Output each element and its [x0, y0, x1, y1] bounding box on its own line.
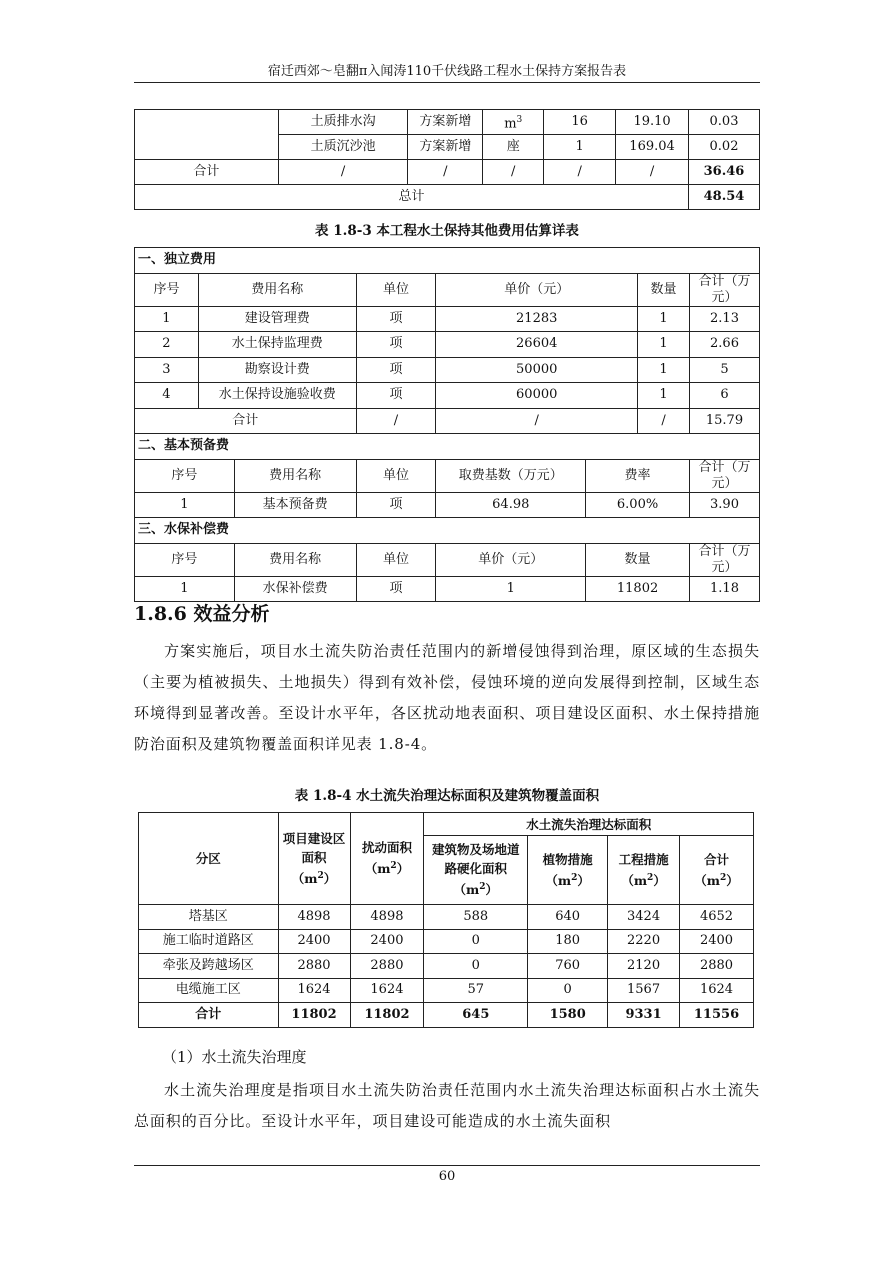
item-qty: 1	[544, 135, 616, 160]
item-type: 方案新增	[408, 135, 483, 160]
slash-cell: /	[616, 160, 689, 185]
col-header: 单位	[356, 543, 436, 576]
footer-rule	[134, 1165, 760, 1166]
grand-total-value: 48.54	[689, 185, 760, 210]
cell: 2880	[350, 954, 424, 979]
cell: 11556	[680, 1003, 754, 1028]
other-costs-table	[134, 247, 760, 602]
header-rule	[134, 82, 760, 83]
col-header: 数量	[638, 273, 690, 306]
cell: 26604	[436, 332, 638, 358]
cell: 1	[135, 492, 235, 518]
area-table	[138, 812, 754, 1028]
cell: 2.13	[689, 306, 759, 332]
cell: 1.18	[689, 576, 759, 602]
col-header: 合计（万元）	[689, 459, 759, 492]
cell: 1	[135, 576, 235, 602]
cell: 180	[528, 929, 608, 954]
col-header: 合计（万元）	[689, 273, 759, 306]
cell: 2.66	[689, 332, 759, 358]
cell: 9331	[608, 1003, 680, 1028]
cell: 水土保持设施验收费	[198, 383, 356, 409]
table-row	[135, 110, 760, 135]
cell: 1	[638, 383, 690, 409]
cell: 项	[356, 306, 436, 332]
item-total: 0.02	[689, 135, 760, 160]
table-row	[135, 383, 760, 409]
cell: 1	[638, 332, 690, 358]
cell: 1	[638, 306, 690, 332]
cell: 项	[356, 357, 436, 383]
col-header: 费用名称	[198, 273, 356, 306]
cell: 水保补偿费	[234, 576, 356, 602]
table-row	[135, 306, 760, 332]
slash-cell: /	[436, 408, 638, 434]
cell: 1	[436, 576, 586, 602]
cell: 1580	[528, 1003, 608, 1028]
col-header: 合计（万元）	[689, 543, 759, 576]
cell: 57	[424, 978, 528, 1003]
cell: 1624	[278, 978, 350, 1003]
item-qty: 16	[544, 110, 616, 135]
sum-value: 15.79	[689, 408, 759, 434]
slash-cell: /	[638, 408, 690, 434]
cell: 640	[528, 905, 608, 930]
cell: 2400	[278, 929, 350, 954]
grand-total-row	[135, 185, 760, 210]
col-header: 费率	[586, 459, 690, 492]
table-row	[139, 905, 754, 930]
col-header: 序号	[135, 459, 235, 492]
cell: 3.90	[689, 492, 759, 518]
subheading: （1）水土流失治理度	[162, 1048, 307, 1066]
cell: 60000	[436, 383, 638, 409]
cell: 4898	[278, 905, 350, 930]
col-header: 费用名称	[234, 543, 356, 576]
cell: 项	[356, 576, 436, 602]
section-title: 一、独立费用	[135, 248, 760, 274]
cell: 2400	[350, 929, 424, 954]
cell: 牵张及跨越场区	[139, 954, 279, 979]
cell: 项	[356, 332, 436, 358]
cell: 11802	[586, 576, 690, 602]
cell: 11802	[278, 1003, 350, 1028]
sum-label: 合计	[135, 408, 357, 434]
cell: 50000	[436, 357, 638, 383]
cell: 5	[689, 357, 759, 383]
section-title: 二、基本预备费	[135, 434, 760, 460]
grand-total-label: 总计	[135, 185, 689, 210]
col-header-engineering: 工程措施$(m^2)$	[608, 836, 680, 905]
cell: 6	[689, 383, 759, 409]
table-row	[135, 357, 760, 383]
item-type: 方案新增	[408, 110, 483, 135]
cell: 4898	[350, 905, 424, 930]
subtotal-row	[135, 408, 760, 434]
col-header: 序号	[135, 543, 235, 576]
item-name: 土质沉沙池	[278, 135, 408, 160]
subtotal-row	[135, 160, 760, 185]
cell: 11802	[350, 1003, 424, 1028]
col-header: 取费基数（万元）	[436, 459, 586, 492]
cell: 0	[424, 954, 528, 979]
paragraph: 方案实施后，项目水土流失防治责任范围内的新增侵蚀得到治理，原区域的生态损失（主要为植被损失、土地损失）得到有效补偿，侵蚀环境的逆向发展得到控制，区域生态环境得到显著改善。至设计水平年，各区扰动地表面积、项目建设区面积、水土保持措施防治面积及建筑物覆盖面积详见表 1.8-4。	[134, 642, 760, 753]
cell: 勘察设计费	[198, 357, 356, 383]
cell: 1624	[350, 978, 424, 1003]
cell: 项	[356, 383, 436, 409]
cell: 建设管理费	[198, 306, 356, 332]
cell: 项	[356, 492, 436, 518]
header-row	[139, 813, 754, 836]
cell: 2220	[608, 929, 680, 954]
subtotal-label: 合计	[135, 160, 279, 185]
section-title: 三、水保补偿费	[135, 518, 760, 544]
item-name: 土质排水沟	[278, 110, 408, 135]
cell: 2880	[278, 954, 350, 979]
col-header: 单位	[356, 459, 436, 492]
table-caption: 表 1.8-3 本工程水土保持其他费用估算详表	[315, 223, 579, 239]
cell: 施工临时道路区	[139, 929, 279, 954]
cell: 4	[135, 383, 199, 409]
col-header-building: 建筑物及场地道路硬化面积$(m^2)$	[424, 836, 528, 905]
cell: 4652	[680, 905, 754, 930]
table-row	[135, 332, 760, 358]
slash-cell: /	[544, 160, 616, 185]
cell: 588	[424, 905, 528, 930]
header-row	[135, 543, 760, 576]
cell: 760	[528, 954, 608, 979]
cell: 2	[135, 332, 199, 358]
cell: 3424	[608, 905, 680, 930]
col-header-group: 水土流失治理达标面积	[424, 813, 754, 836]
cell: 3	[135, 357, 199, 383]
col-header: 序号	[135, 273, 199, 306]
total-row	[139, 1003, 754, 1028]
table-row	[139, 954, 754, 979]
cell: 基本预备费	[234, 492, 356, 518]
table-row	[139, 978, 754, 1003]
subtotal-value: 36.46	[689, 160, 760, 185]
table-row	[139, 929, 754, 954]
cost-table-continued	[134, 109, 760, 210]
col-header-zone: 分区	[139, 813, 279, 905]
cell: 0	[528, 978, 608, 1003]
cell: 电缆施工区	[139, 978, 279, 1003]
cell: 21283	[436, 306, 638, 332]
item-price: 169.04	[616, 135, 689, 160]
cell: 645	[424, 1003, 528, 1028]
col-header: 单价（元）	[436, 273, 638, 306]
item-total: 0.03	[689, 110, 760, 135]
item-price: 19.10	[616, 110, 689, 135]
header-row	[135, 273, 760, 306]
slash-cell: /	[408, 160, 483, 185]
page-header: 宿迁西郊～皂翻π入闻涛110千伏线路工程水土保持方案报告表	[267, 64, 627, 79]
item-unit: 座	[483, 135, 544, 160]
col-header: 费用名称	[234, 459, 356, 492]
col-header-vegetation: 植物措施$(m^2)$	[528, 836, 608, 905]
cell: 1	[638, 357, 690, 383]
merged-cell	[135, 110, 279, 160]
slash-cell: /	[278, 160, 408, 185]
table-row	[135, 576, 760, 602]
cell: 1624	[680, 978, 754, 1003]
item-unit: $m^3$	[483, 110, 544, 135]
header-row	[135, 459, 760, 492]
paragraph: 水土流失治理度是指项目水土流失防治责任范围内水土流失治理达标面积占水土流失总面积的百分比。至设计水平年，项目建设可能造成的水土流失面积	[134, 1081, 760, 1130]
cell: 合计	[139, 1003, 279, 1028]
col-header: 单位	[356, 273, 436, 306]
table-caption: 表 1.8-4 水土流失治理达标面积及建筑物覆盖面积	[294, 788, 600, 804]
cell: 64.98	[436, 492, 586, 518]
page-number: 60	[438, 1169, 456, 1184]
col-header-sum: 合计$(m^2)$	[680, 836, 754, 905]
slash-cell: /	[483, 160, 544, 185]
cell: 1567	[608, 978, 680, 1003]
cell: 1	[135, 306, 199, 332]
table-row	[135, 492, 760, 518]
cell: 2400	[680, 929, 754, 954]
col-header-disturbed: 扰动面积$(m^2)$	[350, 813, 424, 905]
section-heading: 1.8.6 效益分析	[134, 603, 270, 625]
col-header: 数量	[586, 543, 690, 576]
slash-cell: /	[356, 408, 436, 434]
cell: 0	[424, 929, 528, 954]
cell: 2880	[680, 954, 754, 979]
cell: 2120	[608, 954, 680, 979]
col-header-area: 项目建设区面积$(m^2)$	[278, 813, 350, 905]
cell: 水土保持监理费	[198, 332, 356, 358]
cell: 塔基区	[139, 905, 279, 930]
cell: 6.00%	[586, 492, 690, 518]
col-header: 单价（元）	[436, 543, 586, 576]
